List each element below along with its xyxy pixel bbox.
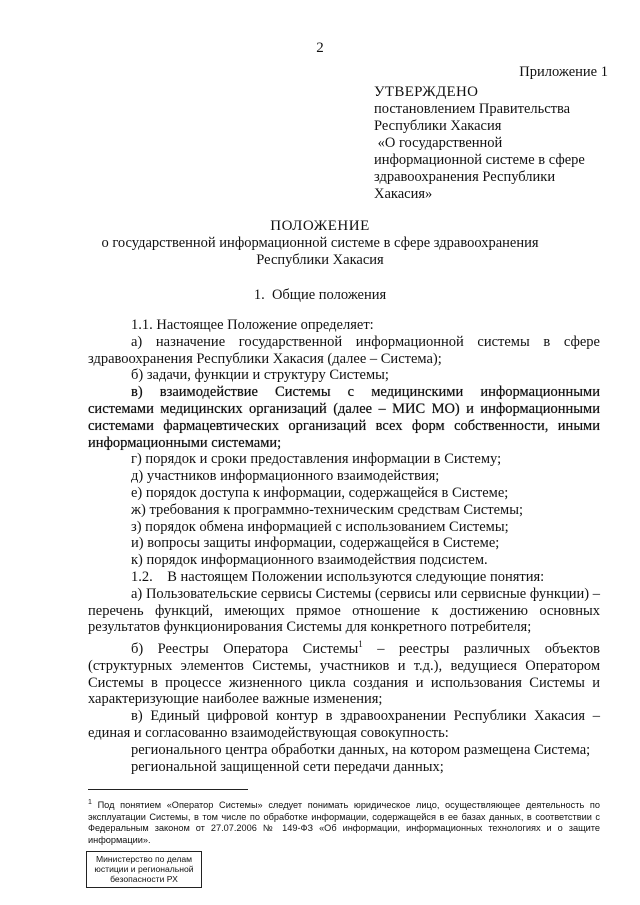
stamp-line: юстиции и региональной	[94, 864, 194, 874]
paragraph: регионального центра обработки данных, на котором размещена Система;	[131, 741, 591, 758]
paragraph-end: – реестры различных объектов (структурных элементов Системы, участников и т.д.), ведущиеся Оператором Системы в процессе жизненного цикла создания и использования Системы и характеризующие наиболее важные изменения;	[88, 640, 600, 708]
paragraph: г) порядок и сроки предоставления информации в Систему;	[131, 451, 502, 468]
footnote-text: Под понятием «Оператор Системы» следует понимать юридическое лицо, осуществляющее деятельность по эксплуатации Системы, в том числе по обработке информации, содержащейся в ее базах данных, в соответствии с Федеральным законом от 27.07.2006 № 149-ФЗ «Об информации, информационных технологиях и о защите информации».	[88, 800, 600, 845]
footnote-reference[interactable]: 1	[358, 639, 363, 650]
section-heading: 1. Общие положения	[253, 287, 387, 303]
title-subline: о государственной информационной системе в сфере здравоохранения	[101, 235, 539, 251]
paragraph: а) назначение государственной информационной системы в сфере здравоохранения Республики Хакасия (далее – Система);	[88, 333, 600, 367]
paragraph-start: б) Реестры Оператора Системы	[131, 640, 359, 657]
paragraph: б) задачи, функции и структуру Системы;	[131, 367, 389, 384]
document-body	[88, 317, 600, 775]
paragraph: а) Пользовательские сервисы Системы (сервисы или сервисные функции) – перечень функций, имеющих прямое отношение к достижению основных результатов функционирования Системы для конкретного потребителя;	[88, 585, 600, 636]
page-number: 2	[316, 40, 324, 56]
approval-line: «О государственной	[374, 135, 503, 151]
approval-line: Хакасия»	[374, 186, 433, 202]
document-title	[0, 218, 640, 269]
paragraph: к) порядок информационного взаимодействия подсистем.	[131, 552, 488, 569]
registration-stamp	[86, 851, 202, 888]
title-main: ПОЛОЖЕНИЕ	[270, 218, 370, 234]
appendix-label: Приложение 1	[519, 64, 608, 80]
paragraph-registries	[88, 636, 600, 708]
footnote-divider	[88, 789, 248, 790]
footnote-mark: 1	[88, 799, 92, 806]
stamp-line: безопасности РХ	[110, 874, 178, 884]
paragraph: е) порядок доступа к информации, содержащейся в Системе;	[131, 484, 509, 501]
paragraph: д) участников информационного взаимодействия;	[131, 468, 440, 485]
approval-line: постановлением Правительства	[374, 101, 571, 117]
paragraph: региональной защищенной сети передачи данных;	[131, 758, 444, 775]
stamp-line: Министерство по делам	[95, 854, 193, 864]
footnote	[88, 797, 600, 846]
approval-line: Республики Хакасия	[374, 118, 502, 134]
approval-line: здравоохранения Республики	[374, 169, 556, 185]
paragraph: з) порядок обмена информацией с использованием Системы;	[131, 518, 509, 535]
approval-block	[374, 84, 614, 203]
paragraph: в) взаимодействие Системы с медицинскими информационными системами медицинских организаций (далее – МИС МО) и информационными системами фармацевтических организаций всех форм собственности, иными информационными системами;	[88, 384, 600, 451]
title-subline: Республики Хакасия	[256, 252, 384, 268]
paragraph: 1.1. Настоящее Положение определяет:	[131, 317, 374, 333]
paragraph: и) вопросы защиты информации, содержащейся в Системе;	[131, 535, 500, 552]
paragraph: в) Единый цифровой контур в здравоохранении Республики Хакасия – единая и согласованно взаимодействующая совокупность:	[88, 708, 600, 741]
approval-heading: УТВЕРЖДЕНО	[374, 84, 479, 100]
paragraph: ж) требования к программно-техническим средствам Системы;	[131, 501, 523, 518]
paragraph: 1.2. В настоящем Положении используются следующие понятия:	[131, 568, 545, 585]
approval-line: информационной системе в сфере	[374, 152, 585, 168]
